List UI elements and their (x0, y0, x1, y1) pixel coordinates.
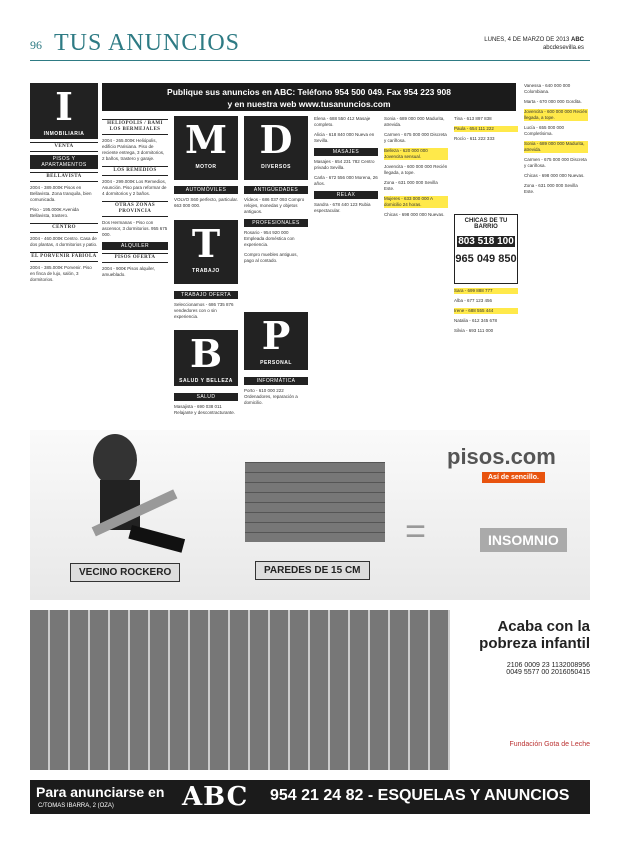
letter-t: T (191, 221, 221, 266)
ad: Zona - 631 000 000 Sevilla Este. (524, 183, 578, 194)
ad-highlighted: Paula - 654 111 222 (454, 126, 518, 132)
masajes-column (314, 116, 378, 218)
label-paredes: PAREDES DE 15 CM (255, 561, 370, 580)
letter-p: P (261, 313, 291, 358)
section-porvenir: EL PORVENIR FABIOLA (30, 252, 98, 262)
ad-highlighted: Sonia - 689 000 000 Madurita, atrevida. (524, 141, 588, 153)
label-insomnio: INSOMNIO (480, 528, 567, 552)
letter-i: I (55, 84, 73, 129)
motor-column (174, 183, 238, 213)
ad: Lucía - 655 000 000 Completísima. (524, 125, 565, 136)
banner-line-1: Publique sus anuncios en ABC: Teléfono 954 500 049. Fax 954 223 908 (167, 87, 451, 97)
right-column (524, 83, 588, 199)
ad: Elena - 688 550 412 Masaje completo. (314, 116, 371, 127)
letter-box-p (244, 312, 308, 370)
section-oferta: PISOS OFERTA (102, 253, 168, 263)
ad: Sandra - 678 440 123 Rubia espectacular. (314, 202, 371, 213)
ad: Carmen - 675 000 000 Discreta y cariñosa. (524, 157, 587, 168)
pisos-logo: pisos.com (447, 444, 556, 469)
ad: Carla - 672 556 000 Morena, 26 años. (314, 175, 378, 186)
ad: 2004 - 385.000€ Porvenir. Piso en finca de lujo, salón, 3 dormitorios. (30, 265, 92, 282)
charity-headline-2: pobreza infantil (479, 635, 590, 652)
ad: Alicia - 618 840 000 Nueva en Sevilla. (314, 132, 375, 143)
letter-box-t (174, 220, 238, 284)
letter-box-m (174, 116, 238, 180)
ad: Alba - 677 123 456 (454, 298, 493, 303)
ad: Masajista - 690 038 011 Relajante y descontracturante. (174, 404, 236, 415)
ad: Masajes - 654 231 782 Centro privado Sevilla. (314, 159, 375, 170)
call-box-number-2: 965 049 850 (455, 253, 517, 265)
section-antiguedades: ANTIGÜEDADES (244, 186, 308, 194)
ad: Zona - 631 000 000 Sevilla Este. (384, 180, 438, 191)
footer-phone: 954 21 24 82 - ESQUELAS Y ANUNCIOS (270, 787, 570, 804)
ad-highlighted: Mujeres - 633 000 000 A domicilio 24 horas. (384, 196, 448, 208)
ad: Vídeos - 686 037 093 Compro relojes, monedas y objetos antiguos. (244, 197, 305, 214)
brick-wall (245, 462, 385, 542)
charity-account-1: 2106 0009 23 1132008956 (506, 662, 590, 669)
section-remedios: LOS REMEDIOS (102, 166, 168, 176)
call-box-number-1: 803 518 100 (458, 236, 514, 247)
salud-label: SALUD Y BELLEZA (179, 378, 233, 384)
ad: Porto - 610 000 222 Ordenadores, reparación a domicilio. (244, 388, 298, 405)
brand: ABC (571, 37, 584, 43)
ad: Tina - 613 897 838 (454, 116, 492, 121)
call-box-title: CHICAS DE TU BARRIO (464, 218, 508, 230)
section-venta: VENTA (30, 142, 98, 152)
diversos-label: DIVERSOS (261, 164, 291, 170)
letter-m: M (184, 117, 228, 162)
left-column (30, 83, 98, 418)
call-box (454, 214, 518, 284)
section-title: TUS ANUNCIOS (54, 30, 241, 56)
ad: Vanessa - 640 000 000 Colombiana. (524, 83, 571, 94)
trabajo-label: TRABAJO (192, 268, 220, 274)
section-salud: SALUD (174, 393, 238, 401)
informatica-column (244, 374, 308, 410)
contact-column-2 (454, 288, 518, 338)
letter-b: B (189, 331, 223, 376)
banner-line-2: y en nuestra web www.tusanuncios.com (227, 99, 391, 109)
charity-text (455, 618, 590, 748)
ad: 2004 - 265.000€ Heliópolis, edificio Parisiana. Piso de reciente entrega, 3 dormitorios, 2 baños, trastero y garaje. (102, 138, 165, 161)
ad: Carmen - 675 000 000 Discreta y cariñosa. (384, 132, 447, 143)
ad: Seleccionamos - 686 735 876 vendedores con o sin experiencia. (174, 302, 234, 319)
ad-highlighted: Belleza - 620 000 000 Jovencita sensual. (384, 148, 448, 160)
charity-foundation: Fundación Gota de Leche (509, 741, 590, 748)
page-number: 96 (30, 38, 42, 52)
section-pisos: PISOS Y APARTAMENTOS (30, 155, 98, 169)
contact-column (454, 116, 518, 146)
ad: Compro muebles antiguos, pago al contado. (244, 252, 298, 263)
phone-banner (102, 83, 516, 111)
site: abcdesevilla.es (542, 45, 584, 51)
letter-box-b (174, 330, 238, 386)
section-bellavista: BELLAVISTA (30, 172, 98, 182)
motor-label: MOTOR (195, 164, 217, 170)
section-heliopolis: HELIÓPOLIS / BAMI LOS BERMEJALES (102, 119, 168, 135)
ad-highlighted: Sara - 699 888 777 (454, 288, 518, 294)
trabajo-column (174, 288, 238, 324)
footer-lead: Para anunciarse en (36, 784, 165, 800)
section-alquiler: ALQUILER (102, 242, 168, 250)
ad: VOLVO S60 perfecto, particular. 663 000 000. (174, 197, 238, 208)
ad: Sonia - 689 000 000 Madurita, atrevida. (384, 116, 445, 127)
footer-address: C/TOMAS IBARRA, 2 (OZA) (38, 803, 114, 809)
charity-headline-1: Acaba con la (497, 618, 590, 635)
footer-bar (30, 780, 590, 814)
ad: Chicas - 698 000 000 Nuevas. (524, 173, 585, 178)
ad: Rocío - 611 222 333 (454, 136, 495, 141)
section-profesionales: PROFESIONALES (244, 219, 308, 227)
ad-highlighted: Irene - 688 555 444 (454, 308, 518, 314)
section-centro: CENTRO (30, 223, 98, 233)
label-vecino-rockero: VECINO ROCKERO (70, 563, 180, 582)
ad: Natalia - 612 345 678 (454, 318, 498, 323)
ad: Dos Hermanas - Piso con ascensor, 3 dormitorios. 955 675 000. (102, 220, 168, 237)
footer-brand: ABC (182, 782, 249, 812)
section-trabajo-oferta: TRABAJO OFERTA (174, 291, 238, 299)
ad: 2004 - 299.000€ Los Remedios, Asunción. Piso para reformar de 4 dormitorios y 2 baños. (102, 179, 167, 196)
ad: Rosario - 954 920 000 Empleada doméstica con experiencia. (244, 230, 295, 247)
left-column-2 (102, 116, 168, 416)
section-masajes: MASAJES (314, 148, 378, 156)
header-rule (30, 60, 590, 61)
ad: Silvia - 693 111 000 (454, 328, 494, 333)
inmobiliaria-label: INMOBILIARIA (43, 131, 85, 137)
ad-highlighted: Jovencita - 600 000 000 Recién llegada, a tope. (524, 109, 588, 120)
relax-column (384, 116, 448, 222)
section-informatica: INFORMÁTICA (244, 377, 308, 385)
children-photo-grid (30, 610, 450, 770)
section-relax: RELAX (314, 191, 378, 199)
ad: 2004 - 389.000€ Pisos en Bellavista. Zona tranquila, bien comunicada. (30, 185, 92, 202)
ad: 2004 - 900€ Pisos alquiler, amueblado. (102, 266, 156, 277)
section-automoviles: AUTOMÓVILES (174, 186, 238, 194)
ad: 2004 - 460.000€ Centro. Casa de dos plantas, 4 dormitorios y patio. (30, 236, 98, 247)
letter-box-i (30, 83, 98, 139)
letter-box-d (244, 116, 308, 180)
ad: Piso - 195.000€ Avenida Bellavista, trastero. (30, 207, 79, 218)
ad: Jovencita - 600 000 000 Recién llegada, a tope. (384, 164, 448, 175)
personal-label: PERSONAL (260, 360, 292, 366)
charity-account-2: 0049 5577 00 2016050415 (506, 669, 590, 676)
letter-d: D (259, 117, 293, 162)
diversos-column (244, 183, 308, 268)
salud-column (174, 390, 238, 420)
equals-sign: = (405, 510, 427, 551)
pisos-slogan: Así de sencillo. (482, 472, 545, 483)
date: LUNES, 4 DE MARZO DE 2013 (484, 37, 570, 43)
section-otras: OTRAS ZONAS PROVINCIA (102, 201, 168, 217)
pisos-ad (30, 430, 590, 600)
date-line (484, 36, 584, 52)
ad: Chicas - 698 000 000 Nuevas. (384, 212, 445, 217)
ad: Marta - 670 000 000 Gordita. (524, 99, 582, 104)
